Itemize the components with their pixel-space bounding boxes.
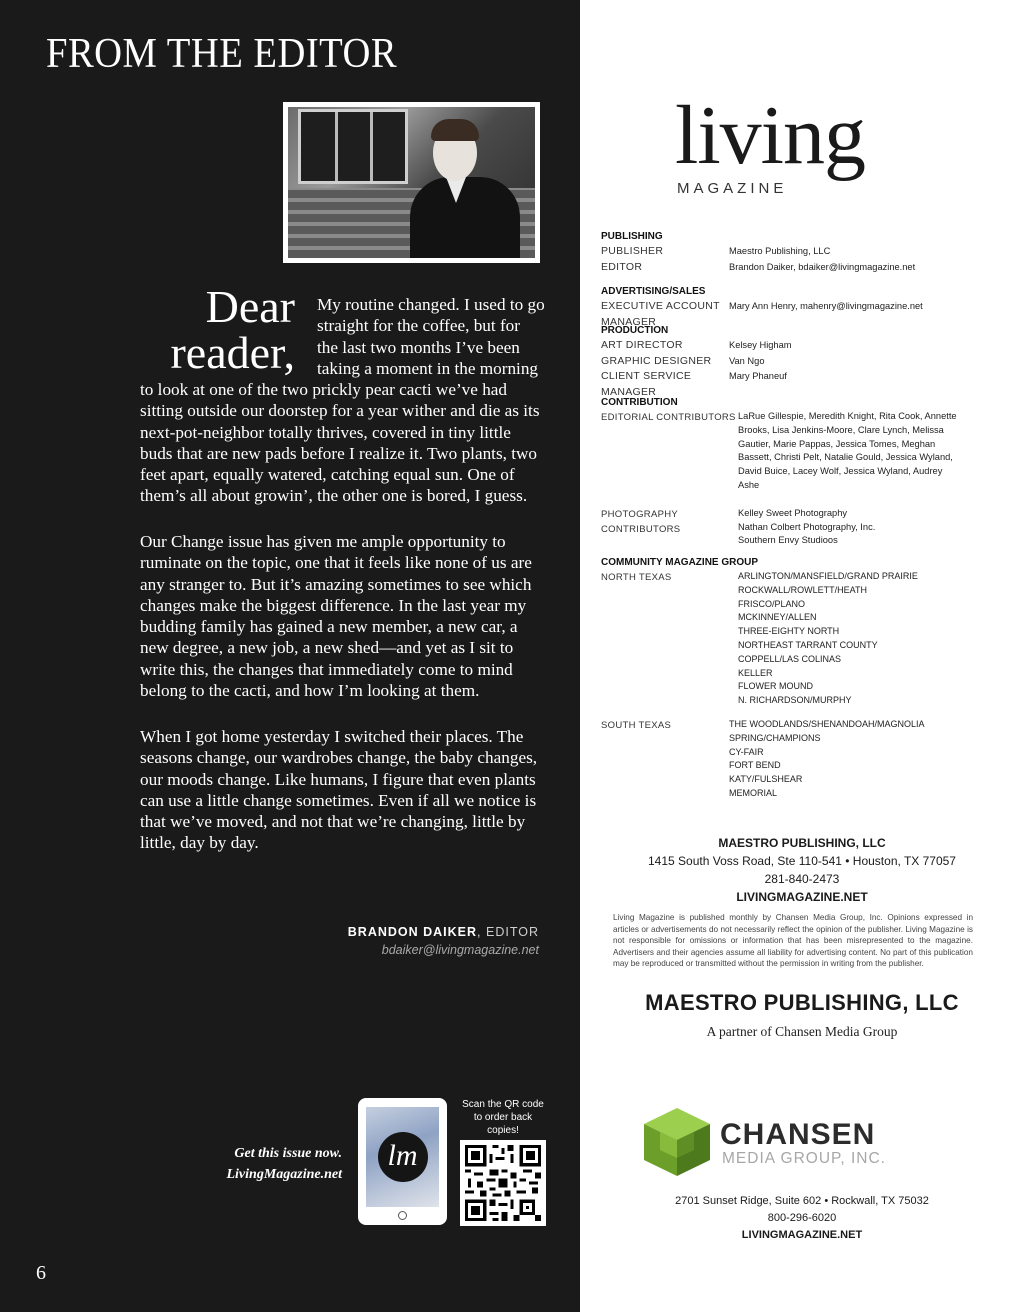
chansen-logo [640, 1104, 970, 1182]
community-section: COMMUNITY MAGAZINE GROUP NORTH TEXAS ARLINGTON/MANSFIELD/GRAND PRAIRIE ROCKWALL/ROWLETT/HEATH FRISCO/PLANO MCKINNEY/ALLEN THREE-EIGHTY NORTH NORTHEAST TARRANT COUNTY COPPELL/LAS COLINAS KELLER FLOWER MOUND N. RICHARDSON/MURPHY SOUTH TEXAS THE WOODLANDS/SHENANDOAH/MAGNOLIA SPRING/CHAMPIONS CY-FAIR FORT BEND KATY/FULSHEAR MEMORIAL [601, 557, 925, 798]
masthead-panel [580, 0, 1024, 1312]
maestro-publishing-title: MAESTRO PUBLISHING, LLC [645, 990, 959, 1015]
contribution-section: CONTRIBUTION EDITORIAL CONTRIBUTORS LaRue Gillespie, Meredith Knight, Rita Cook, Annette Brooks, Lisa Jenkins-Moore, Clare Lynch, Melissa Gautier, Marie Pappas, Jessica Tomes, Meghan Bassett, Christi Pelt, Natalie Gould, Jessica Wyland, David Buice, Lacey Wolf, Jessica Wyland, Audrey Ashe PHOTOGRAPHY CONTRIBUTORS Kelley Sweet Photography Nathan Colbert Photography, Inc. Southern Envy Studioos [601, 397, 957, 546]
paragraph-2: Our Change issue has given me ample opportunity to ruminate on the topic, one that it feels like none of us are any stranger to. But it’s amazing sometimes to see which changes make the biggest difference. In the last year my budding family has gained a new member, a new car, a new degree, a new job, a new shed—and yet as I sit to write this, the changes that immediately come to mind belong to the cacti, and how I’m looking at them. [140, 532, 532, 701]
issue-link[interactable]: LivingMagazine.net [226, 1167, 342, 1182]
chansen-name: CHANSEN [720, 1118, 876, 1151]
signature-name: BRANDON DAIKER [347, 925, 478, 939]
logo-subtitle: MAGAZINE [677, 180, 788, 197]
get-issue-callout: Get this issue now. LivingMagazine.net [180, 1143, 342, 1185]
advertising-section: ADVERTISING/SALES EXECUTIVE ACCOUNT MANAGER Mary Ann Henry, mahenry@livingmagazine.net [601, 285, 923, 330]
chansen-subtitle: MEDIA GROUP, INC. [722, 1150, 886, 1167]
tablet-cover-image [358, 1098, 447, 1225]
publication-disclaimer: Living Magazine is published monthly by Chansen Media Group, Inc. Opinions expressed in articles or advertisements do not necessarily reflect the opinion of the publisher. Living Magazine is not responsible for omissions or information that has been misrepresented to the magazine. Advertisers and their agencies assume all liability for advertising content. No part of this publication may be reproduced or transmitted without the permission in writing from the publisher. [613, 913, 973, 968]
signature-role: , EDITOR [477, 925, 539, 939]
qr-code-icon[interactable] [460, 1140, 546, 1226]
editor-signature [348, 925, 539, 957]
editor-photo [283, 102, 540, 263]
publishing-section: PUBLISHING PUBLISHER Maestro Publishing, LLC EDITOR Brandon Daiker, bdaiker@livingmagazine.net [601, 230, 915, 275]
maestro-web-link[interactable]: LIVINGMAGAZINE.NET [736, 890, 868, 904]
living-magazine-logo [675, 88, 885, 208]
signature-email[interactable]: bdaiker@livingmagazine.net [381, 943, 539, 957]
qr-caption: Scan the QR code to order back copies! [462, 1099, 544, 1136]
chansen-address: 2701 Sunset Ridge, Suite 602 • Rockwall, TX 75032 800-296-6020 LIVINGMAGAZINE.NET [580, 1193, 1024, 1244]
logo-word: living [675, 89, 866, 182]
paragraph-1-intro: My routine changed. I used to go straight for the coffee, but for the last two months I’ve been taking a moment in the morning [317, 295, 545, 378]
sales-email-link[interactable]: Mary Ann Henry, mahenry@livingmagazine.net [729, 301, 923, 311]
maestro-partner-line: A partner of Chansen Media Group [706, 1024, 898, 1039]
chansen-cube-icon [640, 1104, 714, 1180]
section-title: FROM THE EDITOR [46, 31, 398, 77]
editor-email-link[interactable]: Brandon Daiker, bdaiker@livingmagazine.net [729, 261, 916, 272]
production-section: PRODUCTION ART DIRECTOR Kelsey Higham GRAPHIC DESIGNER Van Ngo CLIENT SERVICE MANAGER Mary Phaneuf [601, 325, 792, 398]
chansen-web-link[interactable]: LIVINGMAGAZINE.NET [741, 1229, 863, 1241]
paragraph-1-continued: to look at one of the two prickly pear cacti we’ve had sitting outside our doorstep for a year wither and die as its next-pot-neighbor totally thrives, covered in tiny little buds that are new pads before I realize it. Two plants, two feet apart, equally watered, catching equal sun. One of them’s all about growin’, the other one is bored, I guess. [140, 380, 540, 506]
lm-logo-icon: lm [378, 1132, 428, 1182]
paragraph-3: When I got home yesterday I switched their places. The seasons change, our wardrobes change, the baby changes, our moods change. Like humans, I figure that even plants can use a little change sometimes. Even if all we notice is that we’ve moved, and not that we’re changing, little by little, day by day. [140, 727, 538, 853]
dropcap-greeting: Dear reader, [170, 281, 295, 378]
maestro-address: MAESTRO PUBLISHING, LLC 1415 South Voss Road, Ste 110-541 • Houston, TX 77057 281-840-2473 LIVINGMAGAZINE.NET [580, 834, 1024, 906]
page-number: 6 [36, 1262, 46, 1284]
tablet-home-icon [398, 1211, 407, 1220]
